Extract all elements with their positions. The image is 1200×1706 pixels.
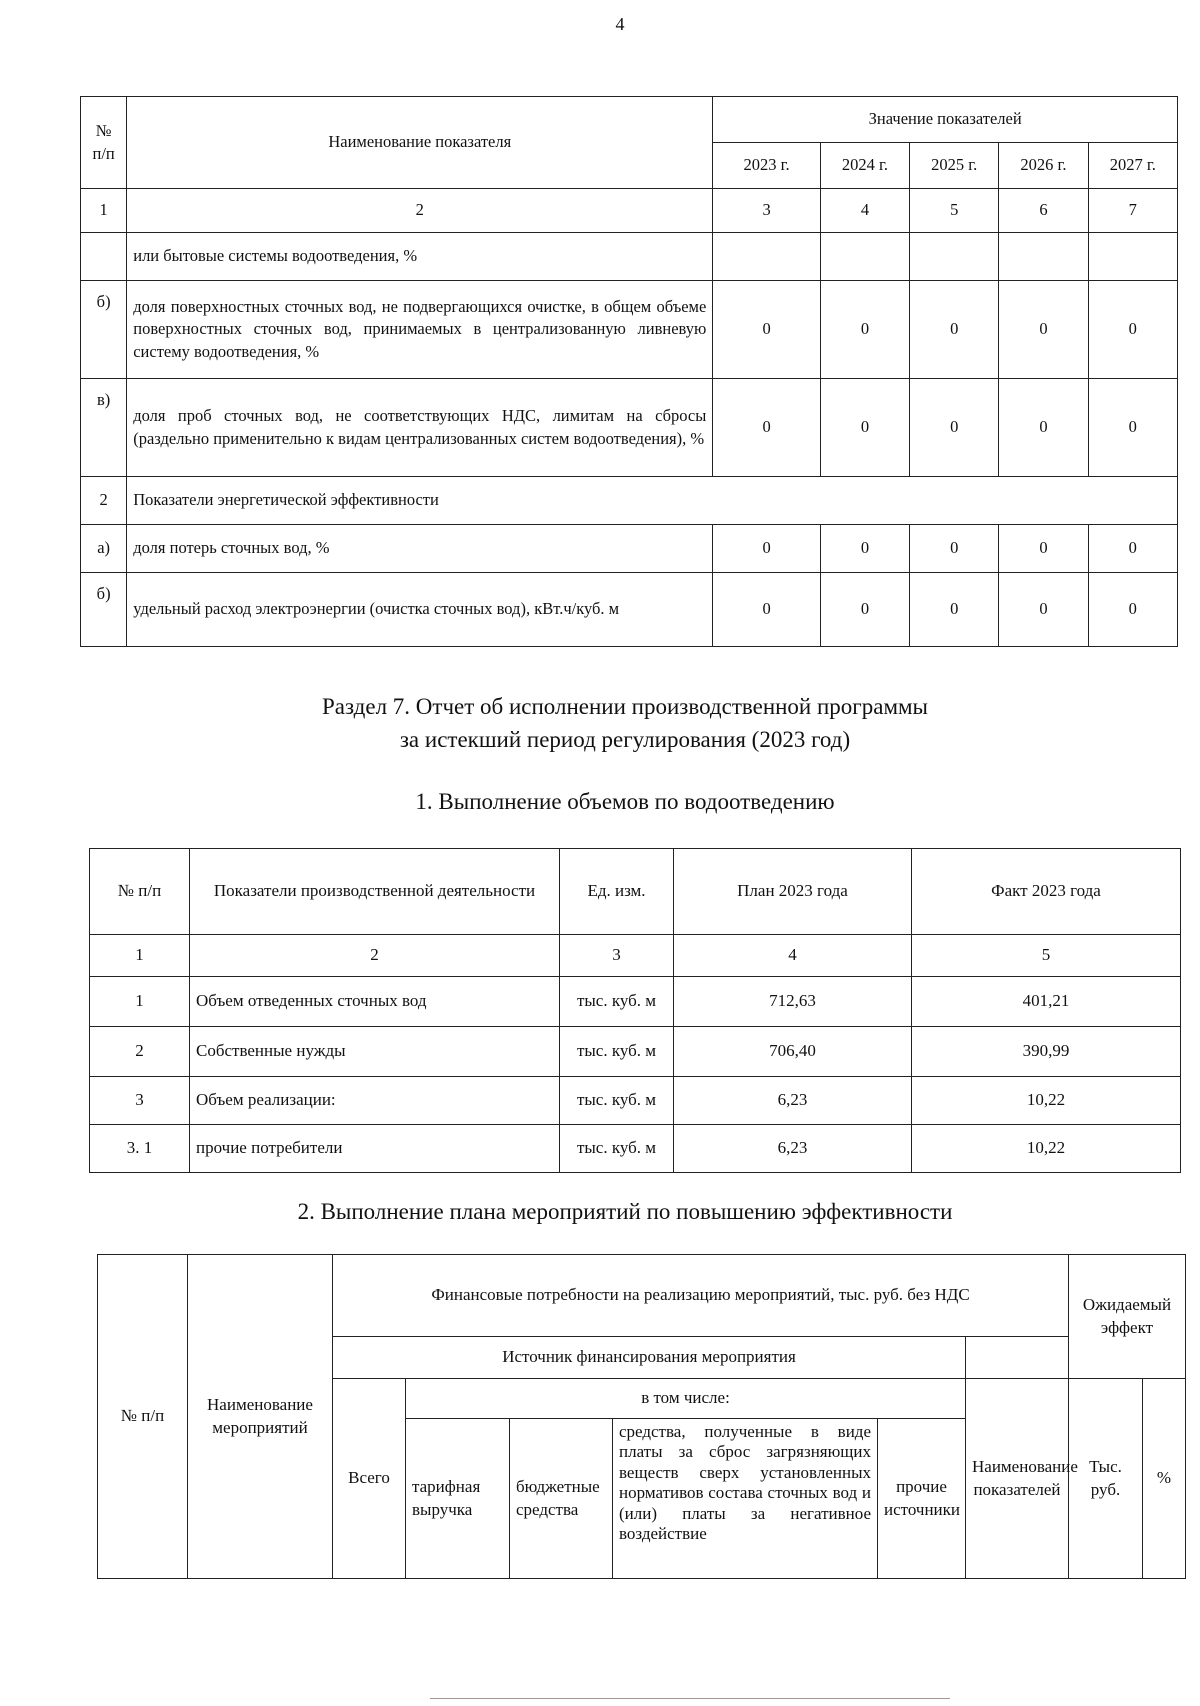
row-fact: 10,22 bbox=[912, 1077, 1181, 1125]
row-plan: 712,63 bbox=[674, 977, 912, 1027]
row-value: 0 bbox=[910, 281, 999, 379]
row-value: 0 bbox=[713, 281, 821, 379]
row-indicator: Объем отведенных сточных вод bbox=[190, 977, 560, 1027]
column-number-row bbox=[81, 189, 1178, 233]
table-row bbox=[90, 977, 1181, 1027]
row-name: удельный расход электроэнергии (очистка сточных вод), кВт.ч/куб. м bbox=[127, 573, 713, 647]
col-number: 4 bbox=[674, 935, 912, 977]
row-plan: 6,23 bbox=[674, 1125, 912, 1173]
header-expected-effect: Ожидаемый эффект bbox=[1069, 1255, 1186, 1379]
header-unit: Ед. изм. bbox=[560, 849, 674, 935]
row-fact: 401,21 bbox=[912, 977, 1181, 1027]
col-number: 1 bbox=[90, 935, 190, 977]
row-value bbox=[1088, 233, 1177, 281]
col-number: 5 bbox=[910, 189, 999, 233]
header-num: № п/п bbox=[90, 849, 190, 935]
measures-table bbox=[97, 1254, 1186, 1579]
table-row bbox=[90, 1027, 1181, 1077]
row-value bbox=[910, 233, 999, 281]
header-indicator-name: Наименование показателя bbox=[127, 97, 713, 189]
section-title-line: Раздел 7. Отчет об исполнении производственной программы bbox=[321, 694, 929, 719]
row-value: 0 bbox=[820, 525, 909, 573]
row-value: 0 bbox=[820, 379, 909, 477]
row-value: 0 bbox=[999, 379, 1088, 477]
header-effect-percent: % bbox=[1143, 1379, 1186, 1579]
col-number: 3 bbox=[713, 189, 821, 233]
header-tariff: тарифная выручка bbox=[406, 1419, 510, 1579]
table-row bbox=[81, 281, 1178, 379]
row-num: б) bbox=[81, 573, 127, 647]
column-number-row bbox=[90, 935, 1181, 977]
row-value: 0 bbox=[910, 573, 999, 647]
header-year: 2025 г. bbox=[910, 143, 999, 189]
header-fin-needs: Финансовые потребности на реализацию мероприятий, тыс. руб. без НДС bbox=[333, 1255, 1069, 1337]
row-value: 0 bbox=[910, 379, 999, 477]
row-num: 2 bbox=[81, 477, 127, 525]
row-unit: тыс. куб. м bbox=[560, 977, 674, 1027]
row-unit: тыс. куб. м bbox=[560, 1125, 674, 1173]
row-value: 0 bbox=[999, 281, 1088, 379]
row-name: Показатели энергетической эффективности bbox=[127, 477, 1178, 525]
table-row bbox=[81, 233, 1178, 281]
row-value bbox=[713, 233, 821, 281]
row-value: 0 bbox=[713, 573, 821, 647]
table-row bbox=[81, 379, 1178, 477]
section-title-line: за истекший период регулирования (2023 год) bbox=[399, 727, 851, 753]
row-indicator: Собственные нужды bbox=[190, 1027, 560, 1077]
row-value: 0 bbox=[1088, 573, 1177, 647]
header-indicator: Показатели производственной деятельности bbox=[190, 849, 560, 935]
section-title bbox=[0, 690, 1200, 757]
row-indicator: Объем реализации: bbox=[190, 1077, 560, 1125]
indicators-table bbox=[80, 96, 1178, 647]
row-unit: тыс. куб. м bbox=[560, 1077, 674, 1125]
header-year: 2024 г. bbox=[820, 143, 909, 189]
row-indicator: прочие потребители bbox=[190, 1125, 560, 1173]
table-row bbox=[90, 1125, 1181, 1173]
header-fees: средства, полученные в виде платы за сброс загрязняющих веществ сверх установленных нормативов состава сточных вод и (или) платы за негативное воздействие bbox=[613, 1419, 878, 1579]
row-value: 0 bbox=[713, 525, 821, 573]
row-num: б) bbox=[81, 281, 127, 379]
header-year: 2026 г. bbox=[999, 143, 1088, 189]
col-number: 3 bbox=[560, 935, 674, 977]
header-including: в том числе: bbox=[406, 1379, 966, 1419]
row-value: 0 bbox=[1088, 379, 1177, 477]
header-effect-name: Наименование показателей bbox=[966, 1379, 1069, 1579]
header-year: 2027 г. bbox=[1088, 143, 1177, 189]
section-row bbox=[81, 477, 1178, 525]
row-value bbox=[999, 233, 1088, 281]
volumes-table bbox=[89, 848, 1181, 1173]
row-value: 0 bbox=[999, 573, 1088, 647]
row-value: 0 bbox=[999, 525, 1088, 573]
row-value: 0 bbox=[910, 525, 999, 573]
row-value: 0 bbox=[1088, 281, 1177, 379]
header-total: Всего bbox=[333, 1379, 406, 1579]
row-plan: 6,23 bbox=[674, 1077, 912, 1125]
row-name: доля проб сточных вод, не соответствующих НДС, лимитам на сбросы (раздельно применительно к видам централизованных систем водоотведения), % bbox=[127, 379, 713, 477]
col-number: 1 bbox=[81, 189, 127, 233]
table-row bbox=[90, 1077, 1181, 1125]
col-number: 5 bbox=[912, 935, 1181, 977]
subsection-title: 2. Выполнение плана мероприятий по повышению эффективности bbox=[297, 1199, 953, 1224]
header-measure-name: Наименование мероприятий bbox=[188, 1255, 333, 1579]
row-value: 0 bbox=[713, 379, 821, 477]
page-number: 4 bbox=[615, 14, 625, 34]
col-number: 7 bbox=[1088, 189, 1177, 233]
header-effect-rub: Тыс. руб. bbox=[1069, 1379, 1143, 1579]
row-name: доля поверхностных сточных вод, не подвергающихся очистке, в общем объеме поверхностных сточных вод, принимаемых в централизованную ливневую систему водоотведения, % bbox=[127, 281, 713, 379]
row-num bbox=[81, 233, 127, 281]
header-funding-source: Источник финансирования мероприятия bbox=[333, 1337, 966, 1379]
col-number: 6 bbox=[999, 189, 1088, 233]
header-values-group: Значение показателей bbox=[713, 97, 1178, 143]
row-plan: 706,40 bbox=[674, 1027, 912, 1077]
row-name: доля потерь сточных вод, % bbox=[127, 525, 713, 573]
header-year: 2023 г. bbox=[713, 143, 821, 189]
row-fact: 10,22 bbox=[912, 1125, 1181, 1173]
subsection-title: 1. Выполнение объемов по водоотведению bbox=[415, 789, 835, 814]
header-other: прочие источники bbox=[878, 1419, 966, 1579]
row-num: 2 bbox=[90, 1027, 190, 1077]
row-num: 1 bbox=[90, 977, 190, 1027]
header-plan: План 2023 года bbox=[674, 849, 912, 935]
col-number: 2 bbox=[127, 189, 713, 233]
table-row bbox=[81, 525, 1178, 573]
row-num: а) bbox=[81, 525, 127, 573]
row-value bbox=[820, 233, 909, 281]
row-fact: 390,99 bbox=[912, 1027, 1181, 1077]
table-row bbox=[81, 573, 1178, 647]
header-fact: Факт 2023 года bbox=[912, 849, 1181, 935]
header-num: № п/п bbox=[98, 1255, 188, 1579]
row-value: 0 bbox=[820, 573, 909, 647]
row-name: или бытовые системы водоотведения, % bbox=[127, 233, 713, 281]
footer-divider bbox=[430, 1698, 950, 1699]
header-budget: бюджетные средства bbox=[510, 1419, 613, 1579]
row-unit: тыс. куб. м bbox=[560, 1027, 674, 1077]
row-value: 0 bbox=[820, 281, 909, 379]
col-number: 2 bbox=[190, 935, 560, 977]
row-num: 3 bbox=[90, 1077, 190, 1125]
col-number: 4 bbox=[820, 189, 909, 233]
row-num: в) bbox=[81, 379, 127, 477]
row-value: 0 bbox=[1088, 525, 1177, 573]
header-num: № п/п bbox=[81, 97, 127, 189]
row-num: 3. 1 bbox=[90, 1125, 190, 1173]
